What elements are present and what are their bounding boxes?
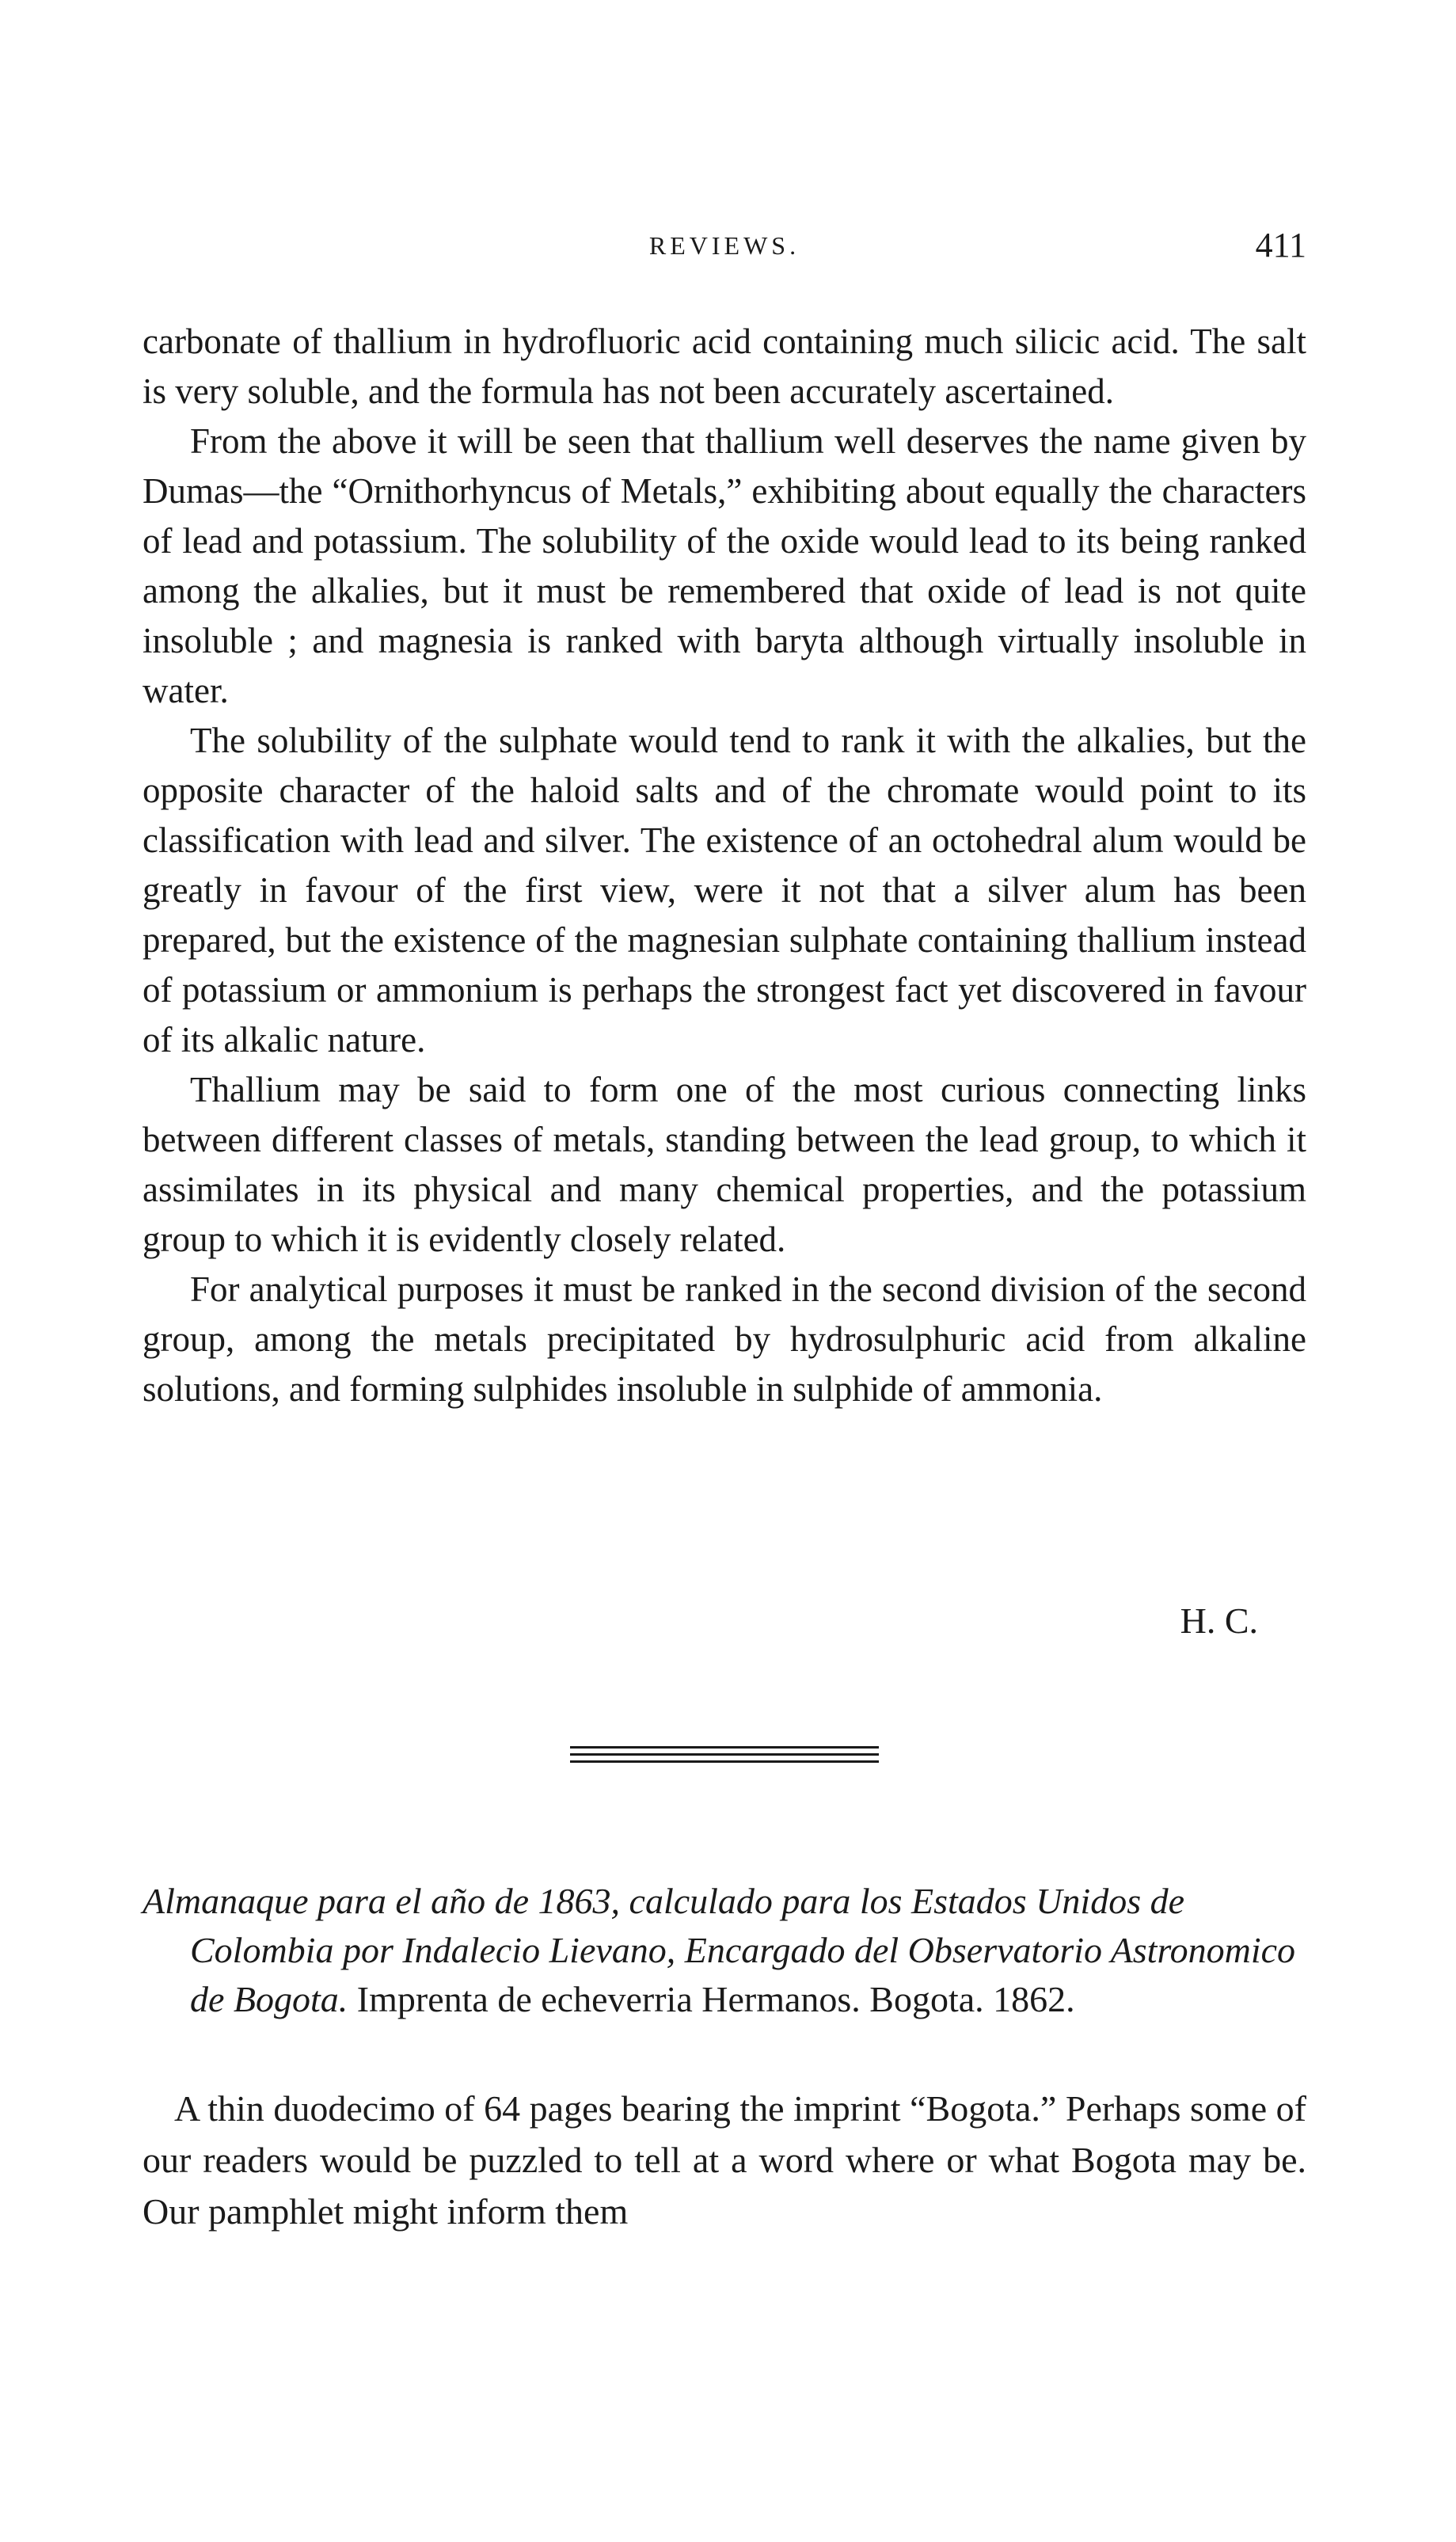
page-number: 411 xyxy=(1255,226,1306,264)
paragraph: carbonate of thallium in hydrofluoric acid containing much silicic acid. The salt is very soluble, and the formula has not been accurately ascertained. xyxy=(143,322,1306,411)
running-head xyxy=(143,226,1306,279)
divider-rule xyxy=(570,1753,879,1756)
paragraph: From the above it will be seen that thallium well deserves the name given by Dumas—the “Ornithorhyncus of Metals,” exhibiting about equally the characters of lead and potassium. The solubility of the oxide would lead to its being ranked among the alkalies, but it must be remembered that oxide of lead is not quite insoluble ; and magnesia is ranked with baryta although virtually insoluble in water. xyxy=(143,421,1306,710)
review-imprint: Imprenta de echeverria Hermanos. Bogota. 1862. xyxy=(348,1979,1075,2019)
paragraph: For analytical purposes it must be ranked in the second division of the second group, among the metals precipitated by hydrosulphuric acid from alkaline solutions, and forming sulphides insoluble in sulphide of ammonia. xyxy=(143,1269,1306,1409)
divider-rule xyxy=(570,1760,879,1763)
paragraph: A thin duodecimo of 64 pages bearing the imprint “Bogota.” Perhaps some of our readers would be puzzled to tell at a word where or what Bogota may be. Our pamphlet might inform them xyxy=(143,2088,1306,2232)
article-continuation xyxy=(143,317,1306,1414)
running-title: REVIEWS. xyxy=(648,231,800,260)
author-signature: H. C. xyxy=(1180,1600,1258,1641)
divider-rule xyxy=(570,1746,879,1749)
review-title: Almanaque para el año de 1863, calculado para los Estados Unidos de Colombia por Indalecio Lievano, Encargado del Observatorio Astronomico de Bogota. xyxy=(143,1881,1296,2019)
paragraph: The solubility of the sulphate would tend to rank it with the alkalies, but the opposite character of the haloid salts and of the chromate would point to its classification with lead and silver. The existence of an octohedral alum would be greatly in favour of the first view, were it not that a silver alum has been prepared, but the existence of the magnesian sulphate containing thallium instead of potassium or ammonium is perhaps the strongest fact yet discovered in favour of its alkalic nature. xyxy=(143,721,1306,1060)
section-divider xyxy=(570,1746,879,1764)
review-body xyxy=(143,2083,1306,2237)
review-heading xyxy=(143,1877,1306,2024)
paragraph: Thallium may be said to form one of the most curious connecting links between different classes of metals, standing between the lead group, to which it assimilates in its physical and many chemical properties, and the potassium group to which it is evidently closely related. xyxy=(143,1070,1306,1259)
